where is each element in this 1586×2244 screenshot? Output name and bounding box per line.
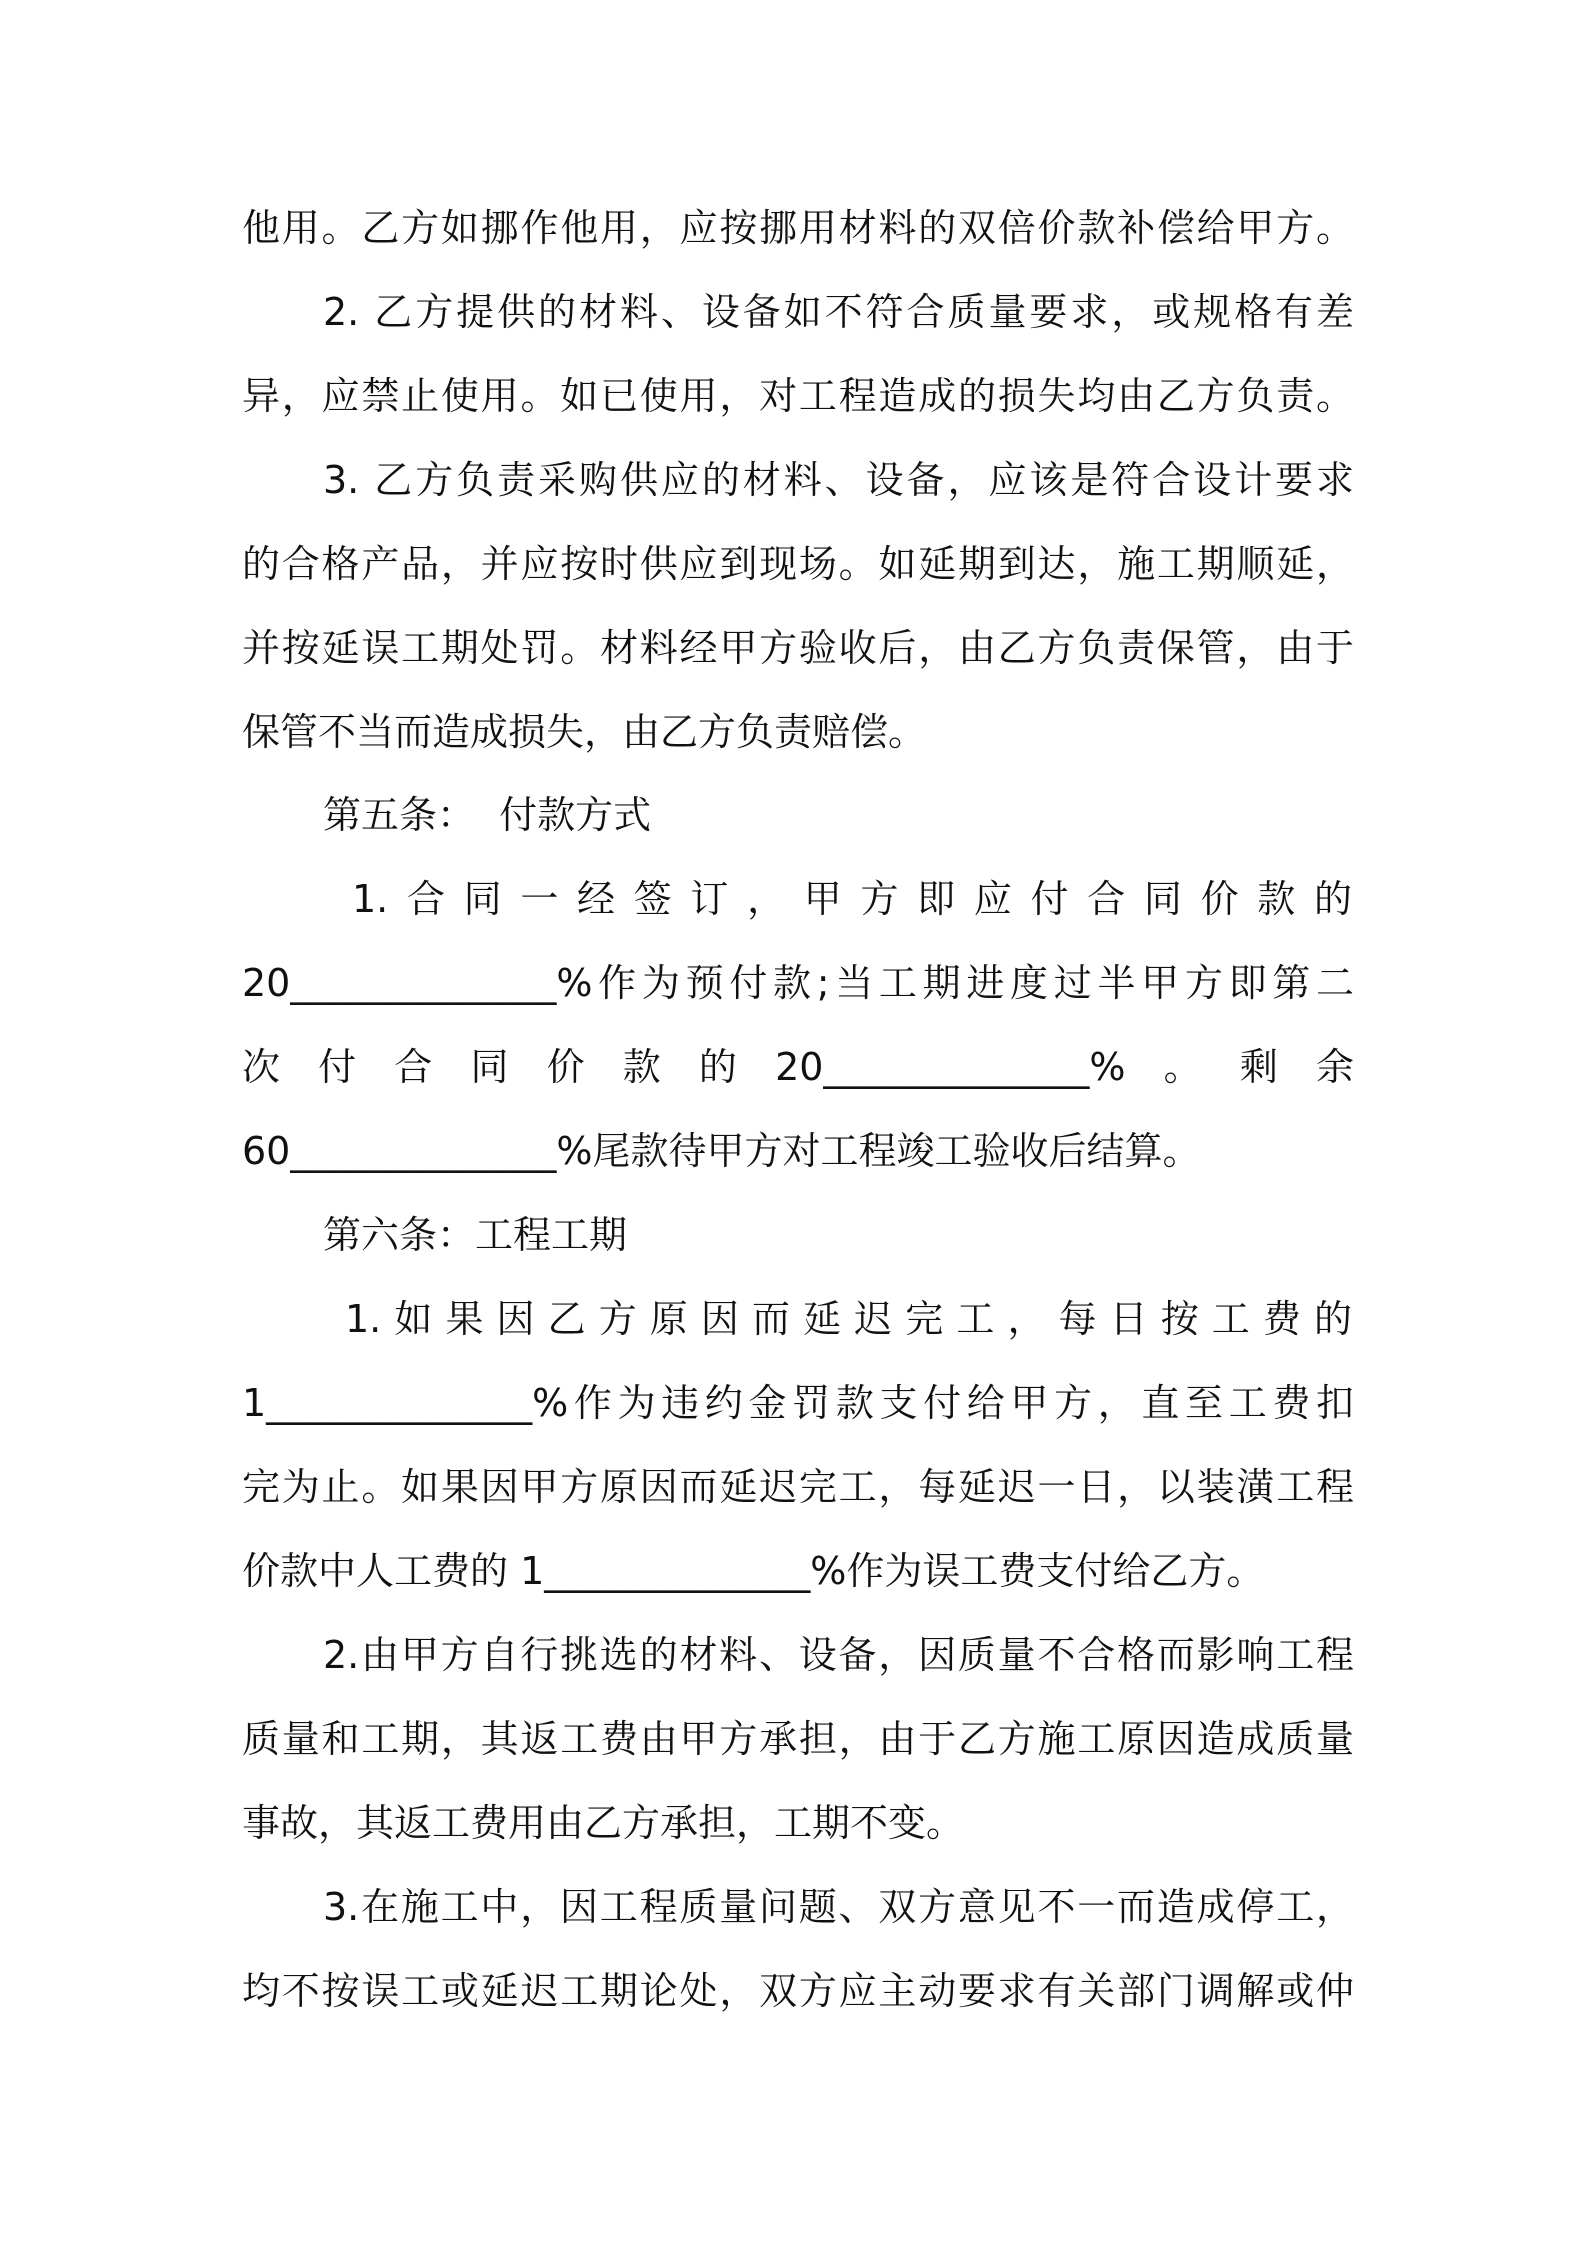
text-line: 1______________%作为违约金罚款支付给甲方，直至工费扣 bbox=[242, 1381, 1354, 1425]
text-line: 次付合同价款的20______________%。剩余 bbox=[242, 1045, 1354, 1089]
text-line: 事故，其返工费用由乙方承担，工期不变。 bbox=[242, 1801, 965, 1845]
text-line: 质量和工期，其返工费由甲方承担，由于乙方施工原因造成质量 bbox=[242, 1717, 1354, 1761]
text-line: 他用。乙方如挪作他用，应按挪用材料的双倍价款补偿给甲方。 bbox=[242, 206, 1354, 250]
text-line: 3. 乙方负责采购供应的材料、设备，应该是符合设计要求 bbox=[323, 458, 1354, 502]
text-line: 1.如果因乙方原因而延迟完工，每日按工费的 bbox=[345, 1297, 1352, 1341]
text-line: 2. 乙方提供的材料、设备如不符合质量要求，或规格有差 bbox=[323, 290, 1354, 334]
text-line: 保管不当而造成损失，由乙方负责赔偿。 bbox=[242, 710, 927, 754]
text-line: 均不按误工或延迟工期论处，双方应主动要求有关部门调解或仲 bbox=[242, 1969, 1354, 2013]
text-line: 的合格产品，并应按时供应到现场。如延期到达，施工期顺延， bbox=[242, 542, 1354, 586]
text-line: 3.在施工中，因工程质量问题、双方意见不一而造成停工， bbox=[323, 1885, 1354, 1929]
text-line: 并按延误工期处罚。材料经甲方验收后，由乙方负责保管，由于 bbox=[242, 626, 1354, 670]
text-line: 1.合同一经签订，甲方即应付合同价款的 bbox=[352, 877, 1352, 921]
text-line: 60______________%尾款待甲方对工程竣工验收后结算。 bbox=[242, 1129, 1201, 1173]
section-heading: 第六条：工程工期 bbox=[323, 1213, 628, 1257]
text-line: 异，应禁止使用。如已使用，对工程造成的损失均由乙方负责。 bbox=[242, 374, 1354, 418]
text-line: 2.由甲方自行挑选的材料、设备，因质量不合格而影响工程 bbox=[323, 1633, 1354, 1677]
section-heading: 第五条： 付款方式 bbox=[323, 793, 652, 837]
text-line: 完为止。如果因甲方原因而延迟完工，每延迟一日，以装潢工程 bbox=[242, 1465, 1354, 1509]
text-line: 价款中人工费的 1______________%作为误工费支付给乙方。 bbox=[242, 1549, 1265, 1593]
text-line: 20______________%作为预付款;当工期进度过半甲方即第二 bbox=[242, 961, 1354, 1005]
